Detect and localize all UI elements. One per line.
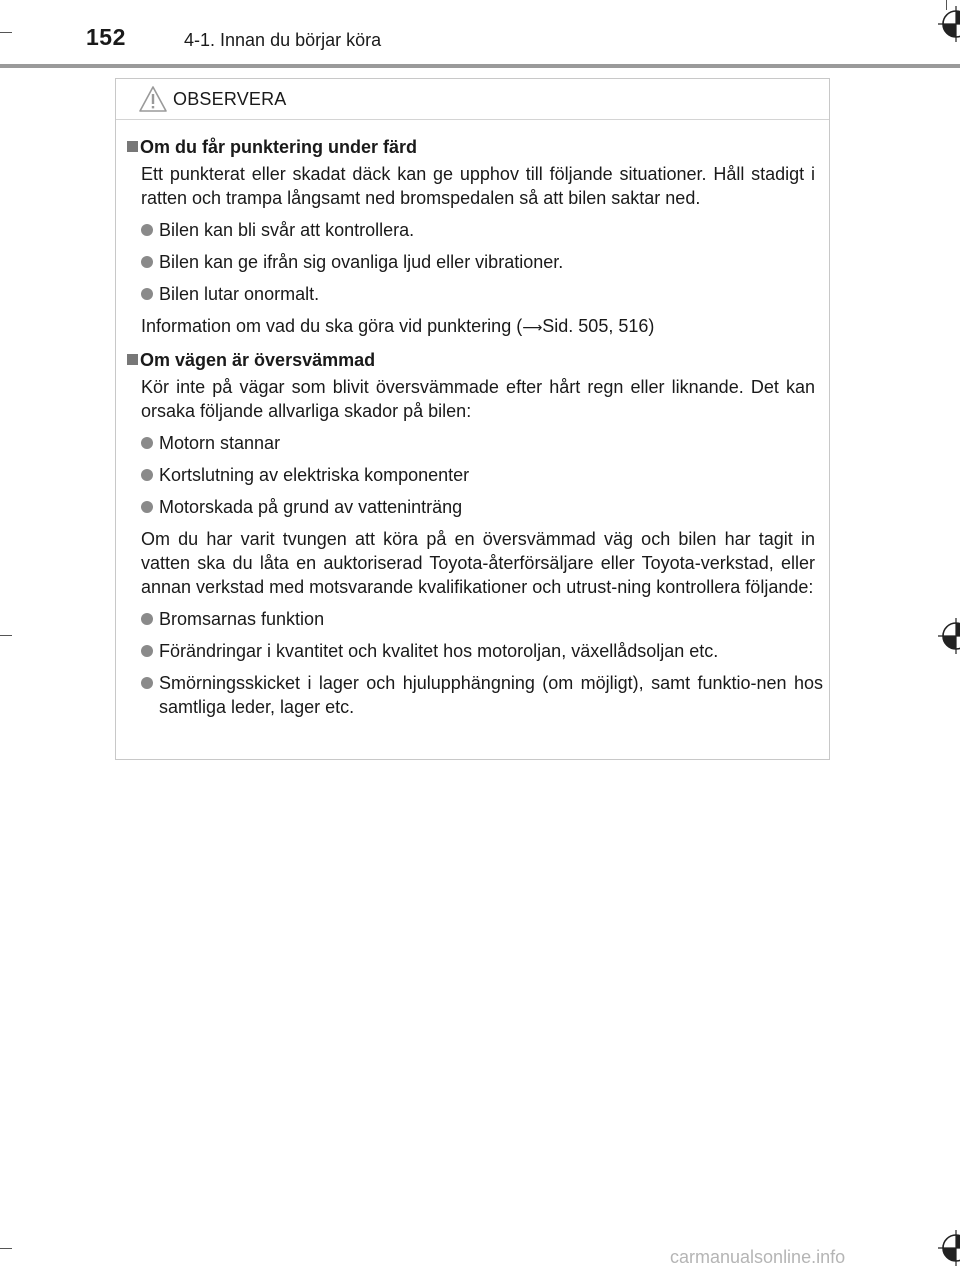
circle-bullet-icon: [141, 613, 153, 625]
caution-header: [116, 79, 829, 120]
circle-bullet-icon: [141, 677, 153, 689]
registration-mark-icon: [938, 618, 960, 654]
page-number: 152: [86, 24, 126, 50]
registration-mark-icon: [938, 6, 960, 42]
registration-mark-icon: [938, 1230, 960, 1266]
page-reference[interactable]: Sid. 505, 516): [542, 316, 655, 336]
list-item: Smörningsskicket i lager och hjulupphängning (om möjligt), samt funktio-nen hos samtliga leder, lager etc.: [116, 671, 829, 719]
circle-bullet-icon: [141, 288, 153, 300]
crop-mark: [0, 635, 12, 636]
page-header: [0, 0, 960, 70]
header-rule: [0, 64, 960, 68]
caution-content: [116, 135, 829, 727]
caution-title: OBSERVERA: [173, 89, 287, 109]
list-item: Bilen lutar onormalt.: [116, 282, 829, 306]
warning-triangle-icon: [138, 85, 168, 118]
list-item: Motorn stannar: [116, 431, 829, 455]
crop-mark: [0, 32, 12, 33]
square-bullet-icon: [127, 141, 138, 152]
paragraph: Information om vad du ska göra vid punktering (⟶Sid. 505, 516): [141, 316, 655, 336]
arrow-right-icon: ⟶: [522, 320, 543, 336]
section-heading: Om vägen är översvämmad: [116, 348, 829, 372]
square-bullet-icon: [127, 354, 138, 365]
section-heading: Om du får punktering under färd: [116, 135, 829, 159]
paragraph: Kör inte på vägar som blivit översvämmade efter hårt regn eller liknande. Det kan orsaka följande allvarliga skador på bilen:: [141, 377, 815, 421]
list-item: Bromsarnas funktion: [116, 607, 829, 631]
circle-bullet-icon: [141, 645, 153, 657]
circle-bullet-icon: [141, 256, 153, 268]
paragraph: Om du har varit tvungen att köra på en översvämmad väg och bilen har tagit in vatten ska du låta en auktoriserad Toyota-återförsäljare eller Toyota-verkstad, eller annan verkstad med motsvarande kvalifikationer och utrust-ning kontrollera följande:: [141, 529, 815, 597]
caution-box: [115, 78, 830, 760]
circle-bullet-icon: [141, 501, 153, 513]
crop-mark: [0, 1248, 12, 1249]
crop-mark: [946, 0, 947, 10]
list-item: Kortslutning av elektriska komponenter: [116, 463, 829, 487]
section-title: 4-1. Innan du börjar köra: [184, 30, 382, 50]
watermark: carmanualsonline.info: [670, 1247, 846, 1267]
circle-bullet-icon: [141, 437, 153, 449]
circle-bullet-icon: [141, 224, 153, 236]
list-item: Motorskada på grund av vatteninträng: [116, 495, 829, 519]
list-item: Förändringar i kvantitet och kvalitet hos motoroljan, växellådsoljan etc.: [116, 639, 829, 663]
paragraph: Ett punkterat eller skadat däck kan ge upphov till följande situationer. Håll stadigt i ratten och trampa långsamt ned bromspedalen så att bilen saktar ned.: [141, 164, 815, 208]
circle-bullet-icon: [141, 469, 153, 481]
list-item: Bilen kan bli svår att kontrollera.: [116, 218, 829, 242]
list-item: Bilen kan ge ifrån sig ovanliga ljud eller vibrationer.: [116, 250, 829, 274]
